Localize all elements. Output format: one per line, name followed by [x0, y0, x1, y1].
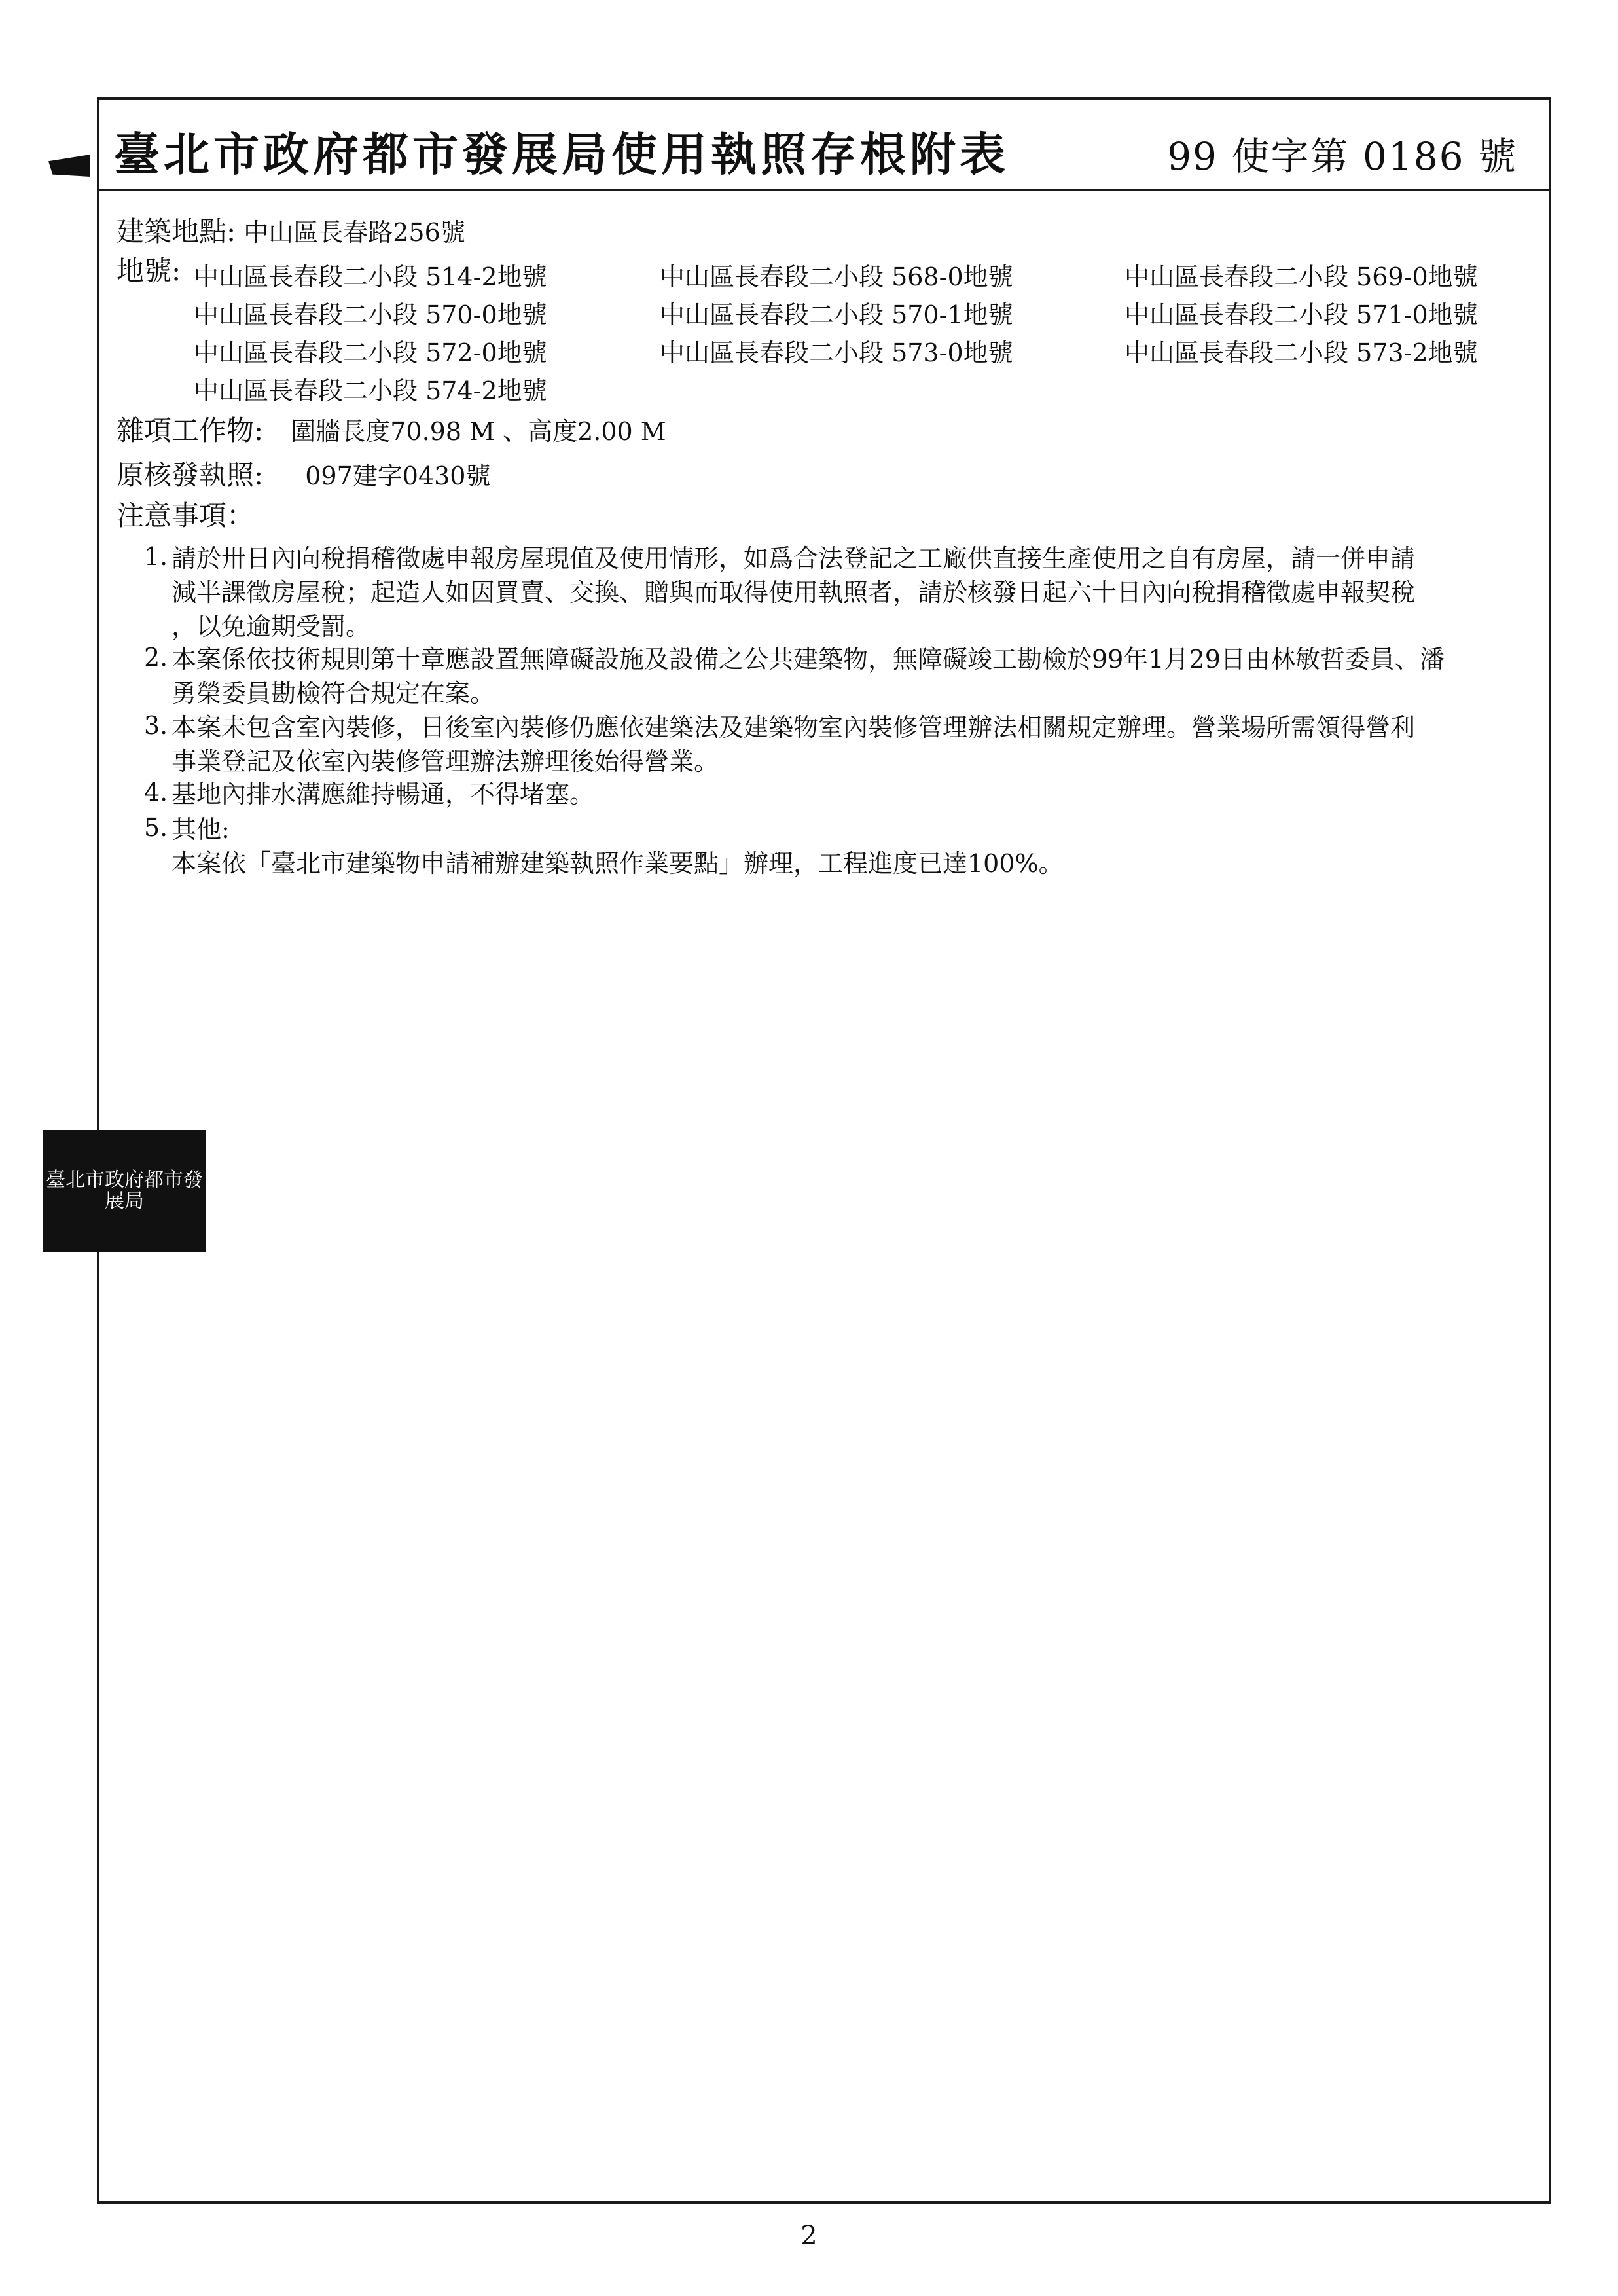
lot-item: 中山區長春段二小段 514-2地號: [194, 263, 547, 291]
original-license-label: 原核發執照:: [117, 459, 264, 491]
notes-heading: 注意事項：: [117, 500, 255, 532]
note-number: 3.: [144, 711, 168, 740]
lot-item: 中山區長春段二小段 572-0地號: [194, 338, 547, 367]
original-license-value: 097建字0430號: [305, 462, 491, 490]
misc-work-row: [117, 414, 666, 448]
note-line: 本案依「臺北市建築物申請補辦建築執照作業要點」辦理，工程進度已達100%。: [171, 849, 1064, 878]
note-number: 5.: [144, 813, 168, 842]
location-label: 建築地點:: [117, 215, 236, 247]
lot-item: 中山區長春段二小段 570-0地號: [194, 301, 547, 329]
document-frame: [97, 97, 1551, 2204]
note-line: ，以免逾期受罰。: [171, 612, 371, 641]
original-license-row: [117, 458, 491, 493]
note-number: 4.: [144, 778, 168, 807]
note-line: 請於卅日內向稅捐稽徵處申報房屋現值及使用情形，如爲合法登記之工廠供直接生產使用之自有房屋，請一併申請: [171, 544, 1416, 573]
location-value: 中山區長春路256號: [243, 218, 465, 247]
page-number: 2: [800, 2221, 818, 2251]
permit-number: 99 使字第 0186 號: [1167, 134, 1517, 179]
note-line: 基地內排水溝應維持暢通，不得堵塞。: [171, 780, 595, 809]
note-line: 事業登記及依室內裝修管理辦法辦理後始得營業。: [171, 747, 719, 776]
note-line: 本案未包含室內裝修，日後室內裝修仍應依建築法及建築物室內裝修管理辦法相關規定辦理。營業場所需領得營利: [171, 713, 1416, 742]
title-row: [99, 100, 1549, 191]
official-seal: 臺北市政府都市發展局: [43, 1130, 206, 1252]
misc-work-label: 雜項工作物:: [117, 414, 264, 446]
lot-item: 中山區長春段二小段 570-1地號: [660, 301, 1013, 329]
note-number: 2.: [144, 643, 168, 672]
lot-item: 中山區長春段二小段 573-2地號: [1124, 338, 1478, 367]
note-line: 其他:: [171, 815, 230, 844]
location-row: [117, 215, 465, 249]
note-line: 勇榮委員勘檢符合規定在案。: [171, 679, 495, 708]
binder-mark: [48, 155, 90, 177]
lots-label: 地號:: [117, 255, 181, 287]
document-title: 臺北市政府都市發展局使用執照存根附表: [114, 127, 1009, 181]
note-line: 本案係依技術規則第十章應設置無障礙設施及設備之公共建築物，無障礙竣工勘檢於99年1月29日由林敏哲委員、潘: [171, 645, 1445, 674]
lot-item: 中山區長春段二小段 569-0地號: [1124, 263, 1478, 291]
lot-item: 中山區長春段二小段 571-0地號: [1124, 301, 1478, 329]
note-number: 1.: [144, 542, 168, 571]
lot-item: 中山區長春段二小段 573-0地號: [660, 338, 1013, 367]
note-line: 減半課徵房屋稅；起造人如因買賣、交換、贈與而取得使用執照者，請於核發日起六十日內向稅捐稽徵處申報契稅: [171, 578, 1416, 607]
lot-item: 中山區長春段二小段 568-0地號: [660, 263, 1013, 291]
misc-work-value: 圍牆長度70.98 M 、高度2.00 M: [291, 417, 666, 446]
lot-item: 中山區長春段二小段 574-2地號: [194, 376, 547, 405]
